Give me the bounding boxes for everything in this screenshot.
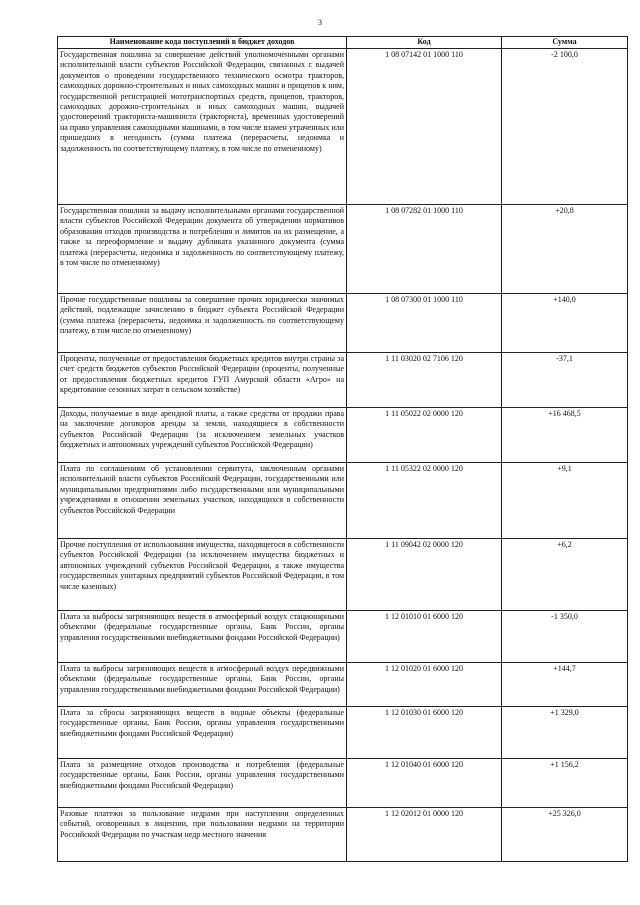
row-sum: +1 329,0 <box>502 707 628 759</box>
row-name: Прочие государственные пошлины за совершение прочих юридически значимых действий, подлежащие зачислению в бюджет субъекта Российской Федерации (сумма платежа (перерасчеты, недоимка и задолженность по соответствующему платежу, в том числе по отмененному) <box>58 294 347 353</box>
row-code: 1 12 01010 01 6000 120 <box>347 611 502 663</box>
table-row <box>58 49 628 205</box>
table-row <box>58 707 628 759</box>
row-sum: +6,2 <box>502 539 628 611</box>
row-name: Доходы, получаемые в виде арендной платы, а также средства от продажи права на заключение договоров аренды за земли, находящиеся в собственности субъектов Российской Федерации (за исключением земельных участков бюджетных и автономных учреждений субъектов Российской Федерации) <box>58 408 347 463</box>
row-code: 1 12 01020 01 6000 120 <box>347 663 502 707</box>
table-row <box>58 539 628 611</box>
row-sum: +9,1 <box>502 463 628 539</box>
revenue-table <box>57 36 628 862</box>
row-code: 1 11 05322 02 0000 120 <box>347 463 502 539</box>
row-sum: +16 468,5 <box>502 408 628 463</box>
row-code: 1 08 07142 01 1000 110 <box>347 49 502 205</box>
row-code: 1 08 07300 01 1000 110 <box>347 294 502 353</box>
table-row <box>58 808 628 862</box>
row-sum: +20,8 <box>502 205 628 294</box>
row-code: 1 11 03020 02 7106 120 <box>347 353 502 408</box>
row-code: 1 11 05022 02 0000 120 <box>347 408 502 463</box>
table-row <box>58 294 628 353</box>
row-code: 1 12 01030 01 6000 120 <box>347 707 502 759</box>
row-sum: +144,7 <box>502 663 628 707</box>
table-header-row <box>58 37 628 49</box>
table-row <box>58 205 628 294</box>
row-name: Плата за сбросы загрязняющих веществ в водные объекты (федеральные государственные органы, Банк России, органы управления государственными внебюджетными фондами Российской Федерации) <box>58 707 347 759</box>
row-sum: +140,0 <box>502 294 628 353</box>
row-sum: +25 326,0 <box>502 808 628 862</box>
row-name: Государственная пошлина за совершение действий уполномоченными органами исполнительной власти субъектов Российской Федерации, связанных с выдачей документов о проведении государственного технического осмотра тракторов, самоходных дорожно-строительных и иных самоходных машин и прицепов к ним, государственной регистрацией мототранспортных средств, прицепов, тракторов, самоходных дорожно-строительных и иных самоходных машин, выдачей удостоверений тракториста-машиниста (тракториста), временных удостоверений на право управления самоходными машинами, в том числе взамен утраченных или пришедших в негодность (сумма платежа (перерасчеты, недоимка и задолженность по соответствующему платежу, в том числе по отмененному) <box>58 49 347 205</box>
row-name: Плата по соглашениям об установлении сервитута, заключенным органами исполнительной власти субъектов Российской Федерации, государственными или муниципальными предприятиями либо государственными или муниципальными учреждениями в отношении земельных участков, находящихся в собственности субъектов Российской Федерации <box>58 463 347 539</box>
row-sum: -1 350,0 <box>502 611 628 663</box>
row-sum: -37,1 <box>502 353 628 408</box>
table-row <box>58 663 628 707</box>
row-name: Проценты, полученные от предоставления бюджетных кредитов внутри страны за счет средств бюджетов субъектов Российской Федерации (проценты, полученные от предоставления бюджетных кредитов ГУП Амурской области «Агро» на кредитование сезонных затрат в сельском хозяйстве) <box>58 353 347 408</box>
row-name: Плата за размещение отходов производства и потребления (федеральные государственные органы, Банк России, органы управления государственными внебюджетными фондами Российской Федерации) <box>58 759 347 808</box>
row-code: 1 08 07282 01 1000 110 <box>347 205 502 294</box>
row-name: Прочие поступления от использования имущества, находящегося в собственности субъектов Российской Федерации (за исключением имущества бюджетных и автономных учреждений субъектов Российской Федерации, а также имущества государственных унитарных предприятий субъектов Российской Федерации, в том числе казенных) <box>58 539 347 611</box>
table-row <box>58 611 628 663</box>
row-sum: -2 100,0 <box>502 49 628 205</box>
row-code: 1 12 02012 01 0000 120 <box>347 808 502 862</box>
row-name: Государственная пошлина за выдачу исполнительными органами государственной власти субъектов Российской Федерации документа об утверждении нормативов образования отходов производства и потребления и лимитов на их размещение, а также за переоформление и выдачу дубликата указанного документа (сумма платежа (перерасчеты, недоимка и задолженность по соответствующему платежу, в том числе по отмененному) <box>58 205 347 294</box>
row-code: 1 12 01040 01 6000 120 <box>347 759 502 808</box>
header-code: Код <box>347 37 502 49</box>
row-name: Плата за выбросы загрязняющих веществ в атмосферный воздух стационарными объектами (федеральные государственные органы, Банк России, органы управления государственными внебюджетными фондами Российской Федерации) <box>58 611 347 663</box>
header-sum: Сумма <box>502 37 628 49</box>
row-name: Плата за выбросы загрязняющих веществ в атмосферный воздух передвижными объектами (федеральные государственные органы, Банк России, органы управления государственными внебюджетными фондами Российской Федерации) <box>58 663 347 707</box>
table-row <box>58 353 628 408</box>
header-name: Наименование кода поступлений в бюджет доходов <box>58 37 347 49</box>
page-number: 3 <box>318 18 322 27</box>
table-row <box>58 759 628 808</box>
table-row <box>58 408 628 463</box>
row-name: Разовые платежи за пользование недрами при наступлении определенных событий, оговоренных в лицензии, при пользовании недрами на территории Российской Федерации по участкам недр местного значения <box>58 808 347 862</box>
row-code: 1 11 09042 02 0000 120 <box>347 539 502 611</box>
row-sum: +1 156,2 <box>502 759 628 808</box>
table-row <box>58 463 628 539</box>
